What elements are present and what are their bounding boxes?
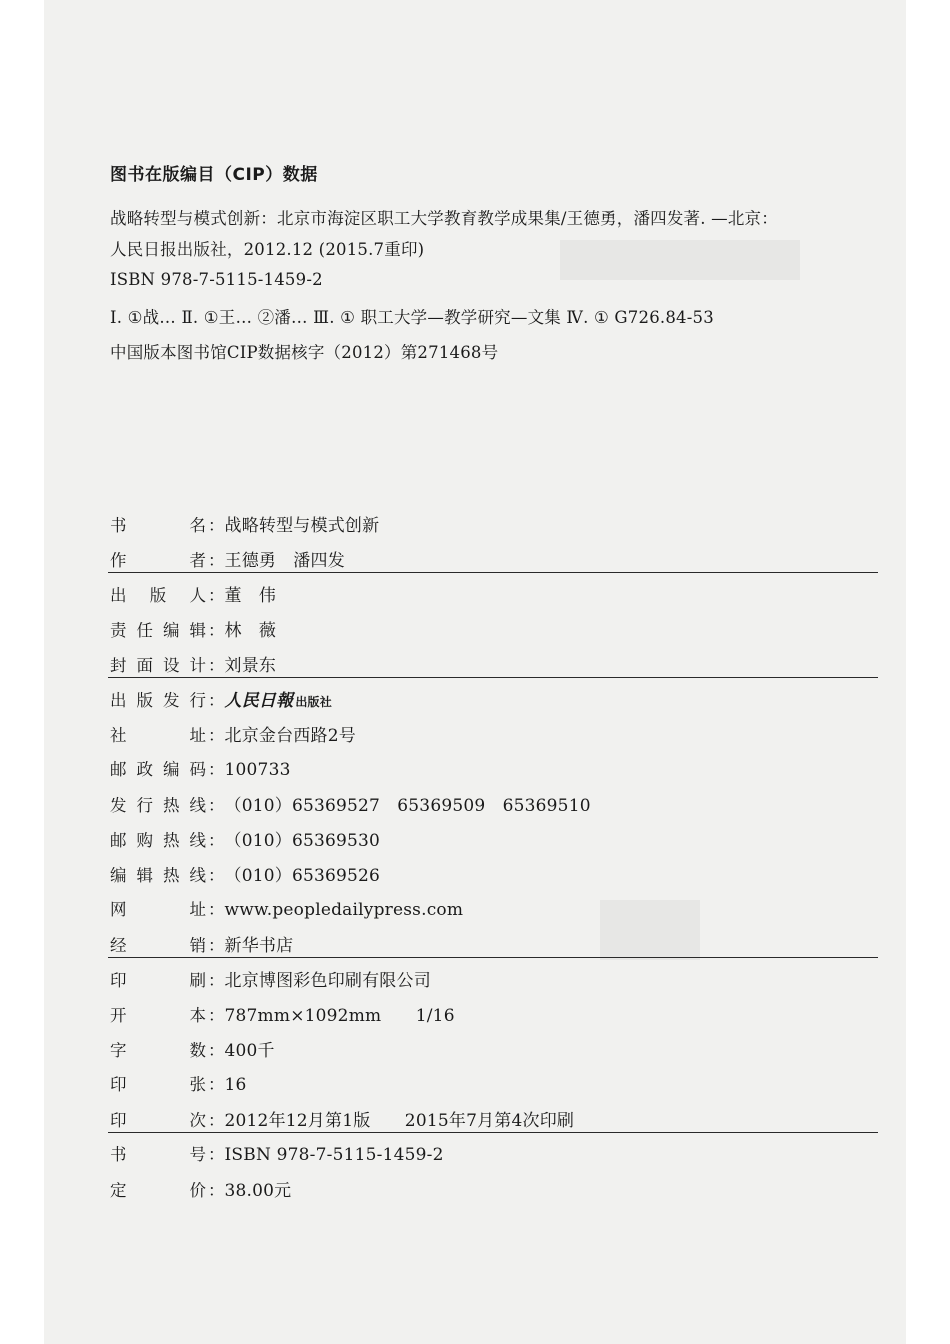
- info-label: 开本: [110, 1006, 206, 1025]
- info-value: 战略转型与模式创新: [224, 516, 380, 536]
- info-row-edition: 印次 ： 2012年12月第1版 2015年7月第4次印刷: [110, 1106, 574, 1134]
- info-row-cover-design: 封面设计 ： 刘景东: [110, 651, 276, 679]
- publisher-logo-text: 人民日報: [224, 691, 294, 711]
- info-label: 印次: [110, 1111, 206, 1130]
- info-row-editorial-hotline: 编辑热线 ： （010）65369526: [110, 861, 380, 889]
- info-label: 责任编辑: [110, 621, 206, 640]
- info-row-sheets: 印张 ： 16: [110, 1071, 247, 1099]
- info-row-author: 作者 ： 王德勇 潘四发: [110, 546, 345, 574]
- info-label: 字数: [110, 1041, 206, 1060]
- cip-publisher-line: 人民日报出版社，2012.12 (2015.7重印): [110, 240, 425, 259]
- info-label: 编辑热线: [110, 866, 206, 885]
- info-value: 787mm×1092mm 1/16: [224, 1006, 455, 1026]
- cip-title-line: 战略转型与模式创新：北京市海淀区职工大学教育教学成果集/王德勇，潘四发著. —北京：: [110, 209, 778, 228]
- info-value: （010）65369526: [224, 866, 381, 886]
- info-value: （010）65369530: [224, 831, 381, 851]
- info-row-printer: 印刷 ： 北京博图彩色印刷有限公司: [110, 966, 431, 994]
- info-value: 刘景东: [224, 656, 277, 676]
- info-label: 社址: [110, 726, 206, 745]
- info-label: 印张: [110, 1075, 206, 1094]
- info-row-mail-order-hotline: 邮购热线 ： （010）65369530: [110, 826, 380, 854]
- cip-isbn-line: ISBN 978-7-5115-1459-2: [110, 270, 323, 289]
- info-label: 作者: [110, 551, 206, 570]
- cip-heading: 图书在版编目（CIP）数据: [110, 165, 318, 185]
- section-divider: [108, 572, 878, 573]
- info-value: 38.00元: [224, 1181, 292, 1201]
- info-value: 400千: [224, 1041, 275, 1061]
- info-label: 邮购热线: [110, 831, 206, 850]
- info-label: 出版人: [110, 586, 206, 605]
- info-label: 出版发行: [110, 691, 206, 710]
- section-divider: [108, 1132, 878, 1133]
- info-value: 新华书店: [224, 936, 294, 956]
- info-row-editor: 责任编辑 ： 林 薇: [110, 616, 276, 644]
- website-url: www.peopledailypress.com: [224, 900, 464, 920]
- section-divider: [108, 957, 878, 958]
- info-label: 书名: [110, 516, 206, 535]
- info-row-address: 社址 ： 北京金台西路2号: [110, 721, 356, 749]
- info-label: 网址: [110, 900, 206, 919]
- cip-classification-line: Ⅰ. ①战… Ⅱ. ①王… ②潘… Ⅲ. ① 职工大学—教学研究—文集 Ⅳ. ① G726.84-53: [110, 308, 714, 327]
- info-row-postcode: 邮政编码 ： 100733: [110, 756, 291, 784]
- publisher-logo: [225, 686, 332, 711]
- publisher-logo-suffix: 出版社: [295, 695, 332, 709]
- info-label: 经销: [110, 936, 206, 955]
- info-row-website: 网址 ： www.peopledailypress.com: [110, 896, 463, 924]
- info-value: 16: [224, 1075, 247, 1095]
- info-row-sales-hotline: 发行热线 ： （010）65369527 65369509 65369510: [110, 791, 591, 819]
- cip-record-number: 中国版本图书馆CIP数据核字（2012）第271468号: [110, 343, 499, 362]
- info-row-word-count: 字数 ： 400千: [110, 1036, 275, 1064]
- info-row-price: 定价 ： 38.00元: [110, 1176, 291, 1204]
- info-label: 定价: [110, 1181, 206, 1200]
- info-label: 书号: [110, 1145, 206, 1164]
- info-row-book-number: 书号 ： ISBN 978-7-5115-1459-2: [110, 1141, 444, 1169]
- info-row-format: 开本 ： 787mm×1092mm 1/16: [110, 1001, 455, 1029]
- info-value: 北京博图彩色印刷有限公司: [224, 971, 431, 991]
- info-row-distributor: 出版发行 ： 人民日報 出版社: [110, 686, 332, 714]
- info-row-publisher-person: 出版人 ： 董 伟: [110, 581, 276, 609]
- info-value: 100733: [224, 760, 291, 780]
- info-label: 印刷: [110, 971, 206, 990]
- info-value: 董 伟: [224, 586, 277, 606]
- info-row-distribution: 经销 ： 新华书店: [110, 931, 293, 959]
- info-value: 林 薇: [224, 621, 277, 641]
- info-label: 邮政编码: [110, 760, 206, 779]
- section-divider: [108, 677, 878, 678]
- info-value: ISBN 978-7-5115-1459-2: [224, 1145, 444, 1165]
- info-value: 王德勇 潘四发: [224, 551, 345, 571]
- page-margin: [906, 0, 950, 1344]
- info-value: 2012年12月第1版 2015年7月第4次印刷: [224, 1111, 575, 1131]
- info-value: （010）65369527 65369509 65369510: [224, 796, 591, 816]
- info-label: 封面设计: [110, 656, 206, 675]
- info-value: 北京金台西路2号: [224, 726, 356, 746]
- info-row-title: 书名 ： 战略转型与模式创新: [110, 511, 379, 539]
- info-label: 发行热线: [110, 796, 206, 815]
